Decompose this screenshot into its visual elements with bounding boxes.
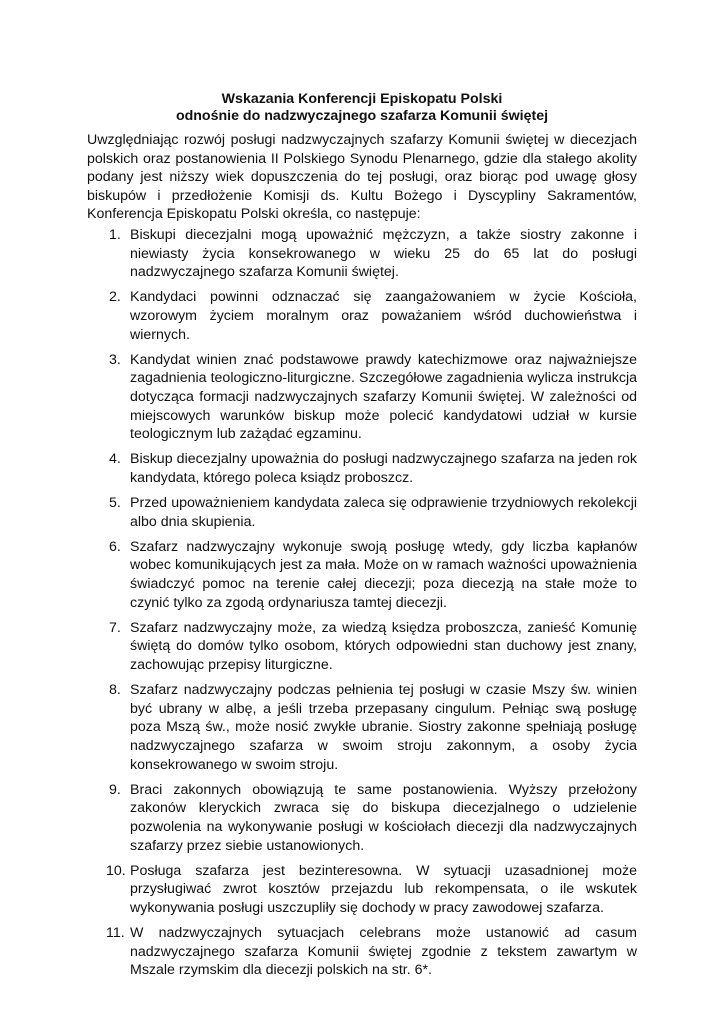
item-text: Biskupi diecezjalni mogą upoważnić mężczyzn, a także siostry zakonne i niewiasty życia konsekrowanego w wieku 25 do 65 lat do posługi nadzwyczajnego szafarza Komunii świętej.: [130, 226, 637, 281]
item-text: Szafarz nadzwyczajny wykonuje swoją posługę wtedy, gdy liczba kapłanów wobec komunikujących jest za mała. Może on w ramach ważności upoważnienia świadczyć pomoc na terenie całej diecezji; poza diecezją na stałe może to czynić tylko za zgodą ordynariusza tamtej diecezji.: [130, 538, 637, 611]
list-item: [87, 351, 637, 444]
item-number: 2.: [109, 289, 121, 306]
item-number: 11.: [106, 925, 125, 942]
item-number: 5.: [109, 495, 121, 512]
item-number: 6.: [109, 538, 121, 555]
list-item: [87, 226, 637, 282]
item-text: Posługa szafarza jest bezinteresowna. W sytuacji uzasadnionej może przysługiwać zwrot kosztów przejazdu lub rekompensata, o ile wskutek wykonywania posługi uszczupliły się dochody w pracy zawodowej szafarza.: [130, 862, 637, 916]
item-text: Przed upoważnieniem kandydata zaleca się odprawienie trzydniowych rekolekcji albo dnia skupienia.: [130, 495, 637, 530]
item-number: 8.: [109, 682, 121, 699]
list-item: [87, 450, 637, 487]
list-item: [87, 288, 637, 344]
guidelines-list: [87, 226, 637, 980]
item-text: Szafarz nadzwyczajny podczas pełnienia tej posługi w czasie Mszy św. winien być ubrany w albę, a jeśli trzeba przepasany cingulum. Pełniąc swą posługę poza Mszą św., może nosić zwykłe ubranie. Siostry zakonne spełniają posługę nadzwyczajnego szafarza w swoim stroju zakonnym, a osoby życia konsekrowanego w swoim stroju.: [130, 682, 637, 773]
intro-paragraph: Uwzględniając rozwój posługi nadzwyczajnych szafarzy Komunii świętej w diecezjach polskich oraz postanowienia II Polskiego Synodu Plenarnego, gdzie dla stałego akolity podany jest niższy wiek dopuszczenia do tej posługi, oraz biorąc pod uwagę głosy biskupów i przedłożenie Komisji ds. Kultu Bożego i Dyscypliny Sakramentów, Konferencja Episkopatu Polski określa, co następuje:: [87, 132, 637, 223]
item-text: Szafarz nadzwyczajny może, za wiedzą księdza proboszcza, zanieść Komunię świętą do domów tylko osobom, których odpowiedni stan duchowy jest znany, zachowując przepisy liturgiczne.: [130, 619, 637, 673]
list-item: [87, 681, 637, 774]
item-number: 7.: [109, 619, 121, 636]
list-item: [87, 494, 637, 531]
document-title: [87, 91, 637, 125]
item-number: 1.: [109, 226, 121, 243]
item-number: 4.: [109, 451, 121, 468]
item-number: 3.: [109, 351, 121, 368]
item-text: Kandydat winien znać podstawowe prawdy katechizmowe oraz najważniejsze zagadnienia teologiczno-liturgiczne. Szczegółowe zagadnienia wylicza instrukcja dotycząca formacji nadzwyczajnych szafarzy Komunii świętej. W zależności od miejscowych warunków biskup może polecić kandydatowi udział w kursie teologicznym lub zażądać egzaminu.: [130, 351, 637, 443]
item-number: 10.: [106, 862, 126, 879]
item-text: W nadzwyczajnych sytuacjach celebrans może ustanowić ad casum nadzwyczajnego szafarza Komunii świętej zgodnie z tekstem zawartym w Mszale rzymskim dla diecezji polskich na str. 6*.: [130, 925, 637, 979]
title-line-1: Wskazania Konferencji Episkopatu Polski: [221, 91, 503, 107]
item-text: Biskup diecezjalny upoważnia do posługi nadzwyczajnego szafarza na jeden rok kandydata, którego poleca ksiądz proboszcz.: [130, 451, 637, 486]
list-item: [87, 538, 637, 612]
list-item: [87, 619, 637, 675]
item-text: Braci zakonnych obowiązują te same postanowienia. Wyższy przełożony zakonów kleryckich zwraca się do biskupa diecezjalnego o udzielenie pozwolenia na wykonywanie posługi w kościołach diecezji dla nadzwyczajnych szafarzy przez siebie ustanowionych.: [130, 781, 637, 854]
list-item: [87, 924, 637, 980]
list-item: [87, 781, 637, 855]
item-text: Kandydaci powinni odznaczać się zaangażowaniem w życie Kościoła, wzorowym życiem moralnym oraz poważaniem wśród duchowieństwa i wiernych.: [130, 289, 637, 343]
list-item: [87, 862, 637, 918]
title-line-2: odnośnie do nadzwyczajnego szafarza Komunii świętej: [175, 108, 549, 124]
item-number: 9.: [109, 781, 121, 798]
